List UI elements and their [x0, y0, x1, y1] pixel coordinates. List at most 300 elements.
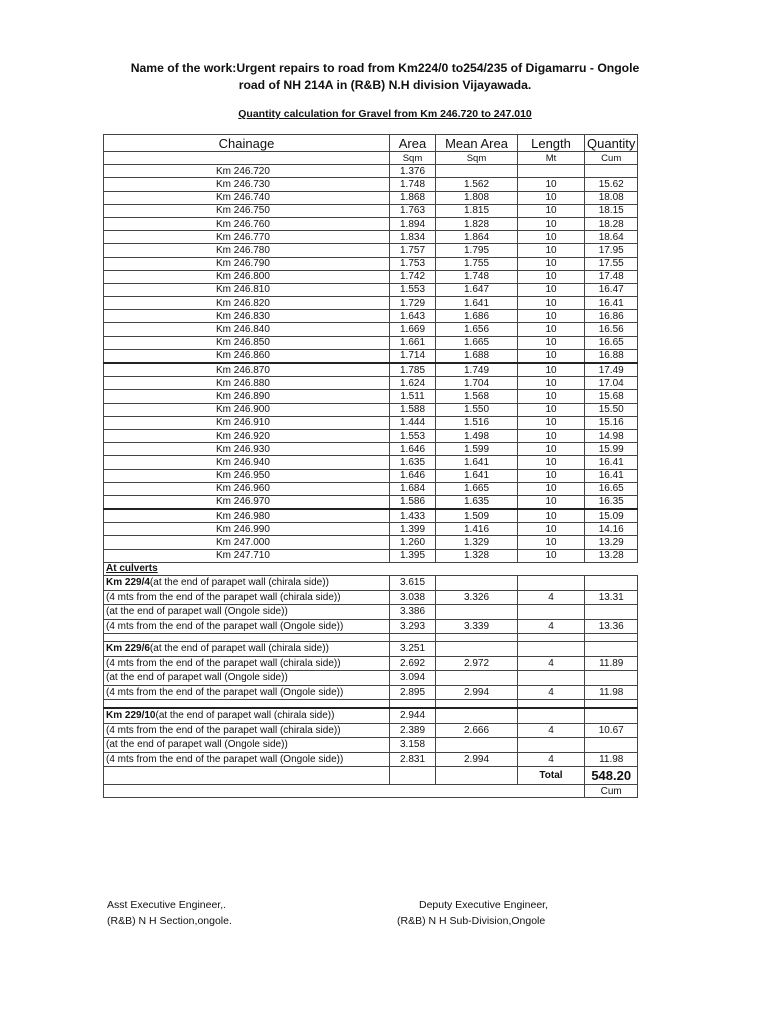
length-cell: 10	[518, 270, 585, 283]
area-cell: 1.511	[390, 390, 436, 403]
area-cell: 1.646	[390, 469, 436, 482]
length-cell: 10	[518, 469, 585, 482]
length-cell: 10	[518, 495, 585, 509]
culvert-location: (at the end of parapet wall (Ongole side))	[106, 739, 288, 751]
culvert-location: (at the end of parapet wall (chirala side))	[155, 710, 335, 722]
chainage-cell: Km 246.780	[104, 244, 390, 257]
culvert-row	[104, 671, 638, 686]
length-cell: 4	[518, 685, 585, 700]
mean-area-cell: 1.509	[436, 509, 518, 523]
quantity-cell: 11.98	[585, 685, 638, 700]
signature-left-office: (R&B) N H Section,ongole.	[107, 915, 232, 927]
length-cell: 10	[518, 178, 585, 191]
quantity-header: Quantity	[585, 135, 638, 152]
culvert-row	[104, 576, 638, 591]
length-cell: 4	[518, 619, 585, 634]
units-row	[104, 152, 638, 165]
mean-area-cell: 1.815	[436, 204, 518, 217]
mean-area-cell: 1.641	[436, 297, 518, 310]
quantity-cell: 16.41	[585, 297, 638, 310]
signature-right	[397, 897, 548, 929]
chainage-cell: Km 246.860	[104, 349, 390, 363]
length-cell: 10	[518, 429, 585, 442]
mean-area-cell: 2.972	[436, 656, 518, 671]
mean-area-cell: 3.339	[436, 619, 518, 634]
length-cell: 10	[518, 549, 585, 562]
culvert-location: (4 mts from the end of the parapet wall (Ongole side))	[106, 753, 344, 765]
mean-area-cell: 1.864	[436, 231, 518, 244]
area-cell: 1.757	[390, 244, 436, 257]
quantity-cell: 16.41	[585, 456, 638, 469]
quantity-cell: 14.98	[585, 429, 638, 442]
table-row	[104, 549, 638, 562]
table-row	[104, 469, 638, 482]
chainage-cell: Km 247.710	[104, 549, 390, 562]
area-cell: 1.748	[390, 178, 436, 191]
mean-area-cell	[436, 738, 518, 753]
total-empty-cell	[104, 767, 390, 785]
table-row	[104, 231, 638, 244]
quantity-cell: 16.88	[585, 349, 638, 363]
chainage-cell	[104, 723, 390, 738]
chainage-cell: Km 246.820	[104, 297, 390, 310]
area-cell: 1.834	[390, 231, 436, 244]
mean-area-cell: 1.704	[436, 377, 518, 390]
area-cell: 1.635	[390, 456, 436, 469]
length-header: Length	[518, 135, 585, 152]
quantity-cell: 16.86	[585, 310, 638, 323]
area-cell: 1.260	[390, 536, 436, 549]
table-row	[104, 178, 638, 191]
table-row	[104, 403, 638, 416]
length-cell: 10	[518, 297, 585, 310]
quantity-cell: 15.16	[585, 416, 638, 429]
area-cell: 3.293	[390, 619, 436, 634]
area-cell: 1.586	[390, 495, 436, 509]
area-cell: 2.831	[390, 752, 436, 767]
chainage-cell	[104, 656, 390, 671]
area-cell: 1.395	[390, 549, 436, 562]
culvert-row	[104, 708, 638, 723]
length-cell: 10	[518, 204, 585, 217]
signature-left-title: Asst Executive Engineer,.	[107, 899, 227, 911]
area-cell: 1.763	[390, 204, 436, 217]
chainage-cell	[104, 708, 390, 723]
area-cell: 1.624	[390, 377, 436, 390]
quantity-cell: 17.55	[585, 257, 638, 270]
mean-area-cell: 1.498	[436, 429, 518, 442]
spacer-cell	[104, 634, 390, 642]
chainage-cell: Km 246.740	[104, 191, 390, 204]
length-cell: 4	[518, 590, 585, 605]
quantity-cell: 18.28	[585, 217, 638, 230]
culvert-location: (4 mts from the end of the parapet wall (Ongole side))	[106, 686, 344, 698]
culverts-label: At culverts	[104, 562, 638, 575]
chainage-cell	[104, 671, 390, 686]
length-cell: 10	[518, 456, 585, 469]
calculation-subtitle: Quantity calculation for Gravel from Km 246.720 to 247.010	[238, 108, 532, 120]
signature-left	[107, 897, 232, 929]
mean-area-unit: Sqm	[436, 152, 518, 165]
length-cell	[518, 708, 585, 723]
chainage-cell: Km 246.850	[104, 336, 390, 349]
chainage-cell	[104, 738, 390, 753]
culvert-location: (at the end of parapet wall (chirala side))	[149, 643, 329, 655]
mean-area-cell: 1.795	[436, 244, 518, 257]
chainage-cell: Km 246.730	[104, 178, 390, 191]
culvert-row	[104, 642, 638, 657]
culvert-row	[104, 738, 638, 753]
mean-area-cell: 1.748	[436, 270, 518, 283]
quantity-cell: 17.48	[585, 270, 638, 283]
mean-area-cell: 1.665	[436, 482, 518, 495]
chainage-cell: Km 246.900	[104, 403, 390, 416]
culvert-row	[104, 723, 638, 738]
table-row	[104, 377, 638, 390]
area-cell: 3.094	[390, 671, 436, 686]
chainage-cell: Km 246.940	[104, 456, 390, 469]
table-row	[104, 495, 638, 509]
quantity-cell: 16.56	[585, 323, 638, 336]
area-cell: 1.433	[390, 509, 436, 523]
mean-area-cell: 1.665	[436, 336, 518, 349]
spacer-cell	[104, 700, 390, 709]
area-cell: 1.714	[390, 349, 436, 363]
mean-area-cell: 1.599	[436, 443, 518, 456]
table-row	[104, 217, 638, 230]
signature-right-office: (R&B) N H Sub-Division,Ongole	[397, 915, 546, 927]
length-cell: 10	[518, 377, 585, 390]
table-row	[104, 283, 638, 296]
table-row	[104, 523, 638, 536]
length-cell: 10	[518, 217, 585, 230]
length-cell: 10	[518, 482, 585, 495]
chainage-cell	[104, 619, 390, 634]
total-unit-empty	[390, 785, 436, 798]
area-cell: 1.553	[390, 429, 436, 442]
quantity-cell	[585, 708, 638, 723]
mean-area-cell: 1.647	[436, 283, 518, 296]
culvert-location: (at the end of parapet wall (Ongole side))	[106, 606, 288, 618]
area-cell: 1.684	[390, 482, 436, 495]
quantity-cell: 13.29	[585, 536, 638, 549]
mean-area-cell: 2.666	[436, 723, 518, 738]
quantity-cell: 18.08	[585, 191, 638, 204]
length-cell: 10	[518, 390, 585, 403]
area-cell: 3.251	[390, 642, 436, 657]
table-row	[104, 191, 638, 204]
table-row	[104, 349, 638, 363]
quantity-cell	[585, 605, 638, 620]
culvert-row	[104, 656, 638, 671]
spacer-row	[104, 634, 638, 642]
table-row	[104, 244, 638, 257]
length-cell: 10	[518, 416, 585, 429]
chainage-cell: Km 246.970	[104, 495, 390, 509]
length-cell: 10	[518, 523, 585, 536]
length-cell: 10	[518, 323, 585, 336]
chainage-cell	[104, 752, 390, 767]
quantity-cell: 14.16	[585, 523, 638, 536]
length-cell: 10	[518, 336, 585, 349]
chainage-cell: Km 246.920	[104, 429, 390, 442]
table-row	[104, 509, 638, 523]
culvert-row	[104, 605, 638, 620]
length-cell	[518, 642, 585, 657]
mean-area-cell: 1.686	[436, 310, 518, 323]
mean-area-cell: 1.329	[436, 536, 518, 549]
mean-area-cell: 1.568	[436, 390, 518, 403]
table-row	[104, 456, 638, 469]
length-cell: 4	[518, 752, 585, 767]
quantity-cell: 13.31	[585, 590, 638, 605]
quantity-cell: 18.15	[585, 204, 638, 217]
quantity-cell: 16.65	[585, 336, 638, 349]
mean-area-cell: 1.641	[436, 469, 518, 482]
culvert-location: (at the end of parapet wall (chirala side))	[149, 577, 329, 589]
area-cell: 1.643	[390, 310, 436, 323]
culvert-km: Km 229/10	[106, 710, 156, 722]
length-cell	[518, 605, 585, 620]
spacer-cell	[390, 700, 436, 709]
culvert-location: (4 mts from the end of the parapet wall (Ongole side))	[106, 620, 344, 632]
quantity-cell: 18.64	[585, 231, 638, 244]
length-cell: 10	[518, 191, 585, 204]
table-row	[104, 323, 638, 336]
chainage-cell: Km 246.800	[104, 270, 390, 283]
total-empty-cell	[436, 767, 518, 785]
length-cell: 10	[518, 536, 585, 549]
length-cell	[518, 738, 585, 753]
quantity-cell: 17.95	[585, 244, 638, 257]
area-unit: Sqm	[390, 152, 436, 165]
mean-area-cell	[436, 671, 518, 686]
culvert-km: Km 229/6	[106, 643, 150, 655]
quantity-cell: 15.62	[585, 178, 638, 191]
total-label: Total	[518, 767, 585, 785]
chainage-cell	[104, 685, 390, 700]
mean-area-cell: 1.828	[436, 217, 518, 230]
length-cell: 10	[518, 443, 585, 456]
chainage-cell: Km 246.870	[104, 363, 390, 377]
culvert-row	[104, 619, 638, 634]
length-cell	[518, 165, 585, 178]
mean-area-cell	[436, 605, 518, 620]
quantity-table	[103, 134, 638, 798]
chainage-cell: Km 246.810	[104, 283, 390, 296]
area-cell: 2.944	[390, 708, 436, 723]
table-row	[104, 443, 638, 456]
mean-area-cell: 1.749	[436, 363, 518, 377]
total-unit-row	[104, 785, 638, 798]
chainage-cell: Km 246.840	[104, 323, 390, 336]
length-cell: 10	[518, 283, 585, 296]
quantity-cell: 15.68	[585, 390, 638, 403]
length-cell: 10	[518, 310, 585, 323]
length-cell: 10	[518, 257, 585, 270]
chainage-cell: Km 246.760	[104, 217, 390, 230]
chainage-cell: Km 246.830	[104, 310, 390, 323]
quantity-cell: 16.65	[585, 482, 638, 495]
table-row	[104, 310, 638, 323]
mean-area-cell: 1.688	[436, 349, 518, 363]
length-cell	[518, 576, 585, 591]
quantity-cell: 16.47	[585, 283, 638, 296]
chainage-cell: Km 246.930	[104, 443, 390, 456]
quantity-cell	[585, 671, 638, 686]
chainage-unit	[104, 152, 390, 165]
chainage-cell: Km 246.890	[104, 390, 390, 403]
chainage-cell: Km 246.880	[104, 377, 390, 390]
length-cell	[518, 671, 585, 686]
culverts-label-row	[104, 562, 638, 575]
mean-area-cell	[436, 576, 518, 591]
chainage-cell	[104, 605, 390, 620]
quantity-unit: Cum	[585, 152, 638, 165]
mean-area-cell: 1.516	[436, 416, 518, 429]
spacer-cell	[436, 634, 518, 642]
quantity-cell: 15.50	[585, 403, 638, 416]
mean-area-cell: 2.994	[436, 752, 518, 767]
area-cell: 1.894	[390, 217, 436, 230]
chainage-cell: Km 246.790	[104, 257, 390, 270]
total-unit-empty	[436, 785, 518, 798]
area-cell: 1.753	[390, 257, 436, 270]
total-value: 548.20	[585, 767, 638, 785]
chainage-cell: Km 246.910	[104, 416, 390, 429]
spacer-cell	[585, 634, 638, 642]
area-cell: 1.729	[390, 297, 436, 310]
length-cell: 10	[518, 403, 585, 416]
area-cell: 1.553	[390, 283, 436, 296]
length-cell: 10	[518, 231, 585, 244]
culvert-row	[104, 685, 638, 700]
culvert-row	[104, 590, 638, 605]
chainage-cell	[104, 576, 390, 591]
spacer-cell	[436, 700, 518, 709]
total-row	[104, 767, 638, 785]
area-cell: 1.785	[390, 363, 436, 377]
area-cell: 2.389	[390, 723, 436, 738]
quantity-cell: 15.99	[585, 443, 638, 456]
total-unit: Cum	[585, 785, 638, 798]
mean-area-cell: 3.326	[436, 590, 518, 605]
area-cell: 1.669	[390, 323, 436, 336]
area-cell: 3.615	[390, 576, 436, 591]
quantity-cell: 11.89	[585, 656, 638, 671]
table-row	[104, 270, 638, 283]
quantity-cell	[585, 165, 638, 178]
table-row	[104, 416, 638, 429]
quantity-cell: 15.09	[585, 509, 638, 523]
chainage-cell	[104, 590, 390, 605]
table-row	[104, 482, 638, 495]
quantity-cell: 13.28	[585, 549, 638, 562]
table-row	[104, 363, 638, 377]
mean-area-cell	[436, 642, 518, 657]
area-cell: 1.661	[390, 336, 436, 349]
quantity-cell: 13.36	[585, 619, 638, 634]
quantity-cell: 17.04	[585, 377, 638, 390]
table-row	[104, 204, 638, 217]
quantity-cell	[585, 576, 638, 591]
area-cell: 2.692	[390, 656, 436, 671]
mean-area-cell: 1.635	[436, 495, 518, 509]
spacer-cell	[518, 700, 585, 709]
area-cell: 3.158	[390, 738, 436, 753]
mean-area-cell: 1.755	[436, 257, 518, 270]
chainage-cell: Km 246.720	[104, 165, 390, 178]
length-cell: 4	[518, 656, 585, 671]
mean-area-cell: 1.656	[436, 323, 518, 336]
quantity-cell	[585, 642, 638, 657]
area-cell: 3.038	[390, 590, 436, 605]
work-title-line-2: road of NH 214A in (R&B) N.H division Vijayawada.	[238, 78, 532, 92]
chainage-cell: Km 246.750	[104, 204, 390, 217]
quantity-cell: 10.67	[585, 723, 638, 738]
total-unit-empty	[518, 785, 585, 798]
work-title-line-1: Name of the work:Urgent repairs to road from Km224/0 to254/235 of Digamarru - Ongole	[130, 61, 640, 75]
table-row	[104, 297, 638, 310]
total-unit-empty	[104, 785, 390, 798]
chainage-cell: Km 246.960	[104, 482, 390, 495]
mean-area-cell: 1.328	[436, 549, 518, 562]
chainage-cell	[104, 642, 390, 657]
area-cell: 1.444	[390, 416, 436, 429]
header-row	[104, 135, 638, 152]
chainage-cell: Km 246.950	[104, 469, 390, 482]
area-cell: 1.376	[390, 165, 436, 178]
area-cell: 1.646	[390, 443, 436, 456]
chainage-cell: Km 246.990	[104, 523, 390, 536]
area-cell: 3.386	[390, 605, 436, 620]
area-cell: 1.868	[390, 191, 436, 204]
area-cell: 2.895	[390, 685, 436, 700]
mean-area-header: Mean Area	[436, 135, 518, 152]
culvert-location: (4 mts from the end of the parapet wall (chirala side))	[106, 591, 341, 603]
mean-area-cell: 1.808	[436, 191, 518, 204]
length-cell: 10	[518, 509, 585, 523]
area-cell: 1.742	[390, 270, 436, 283]
spacer-cell	[585, 700, 638, 709]
mean-area-cell	[436, 708, 518, 723]
table-row	[104, 390, 638, 403]
chainage-cell: Km 247.000	[104, 536, 390, 549]
spacer-cell	[390, 634, 436, 642]
table-row	[104, 336, 638, 349]
quantity-cell	[585, 738, 638, 753]
table-row	[104, 165, 638, 178]
area-header: Area	[390, 135, 436, 152]
mean-area-cell: 2.994	[436, 685, 518, 700]
length-cell: 10	[518, 349, 585, 363]
quantity-cell: 16.41	[585, 469, 638, 482]
mean-area-cell: 1.550	[436, 403, 518, 416]
spacer-cell	[518, 634, 585, 642]
quantity-cell: 16.35	[585, 495, 638, 509]
mean-area-cell	[436, 165, 518, 178]
table-row	[104, 257, 638, 270]
area-cell: 1.588	[390, 403, 436, 416]
signature-right-title: Deputy Executive Engineer,	[419, 899, 548, 911]
area-cell: 1.399	[390, 523, 436, 536]
quantity-cell: 17.49	[585, 363, 638, 377]
spacer-row	[104, 700, 638, 709]
mean-area-cell: 1.416	[436, 523, 518, 536]
chainage-cell: Km 246.980	[104, 509, 390, 523]
table-row	[104, 429, 638, 442]
total-empty-cell	[390, 767, 436, 785]
